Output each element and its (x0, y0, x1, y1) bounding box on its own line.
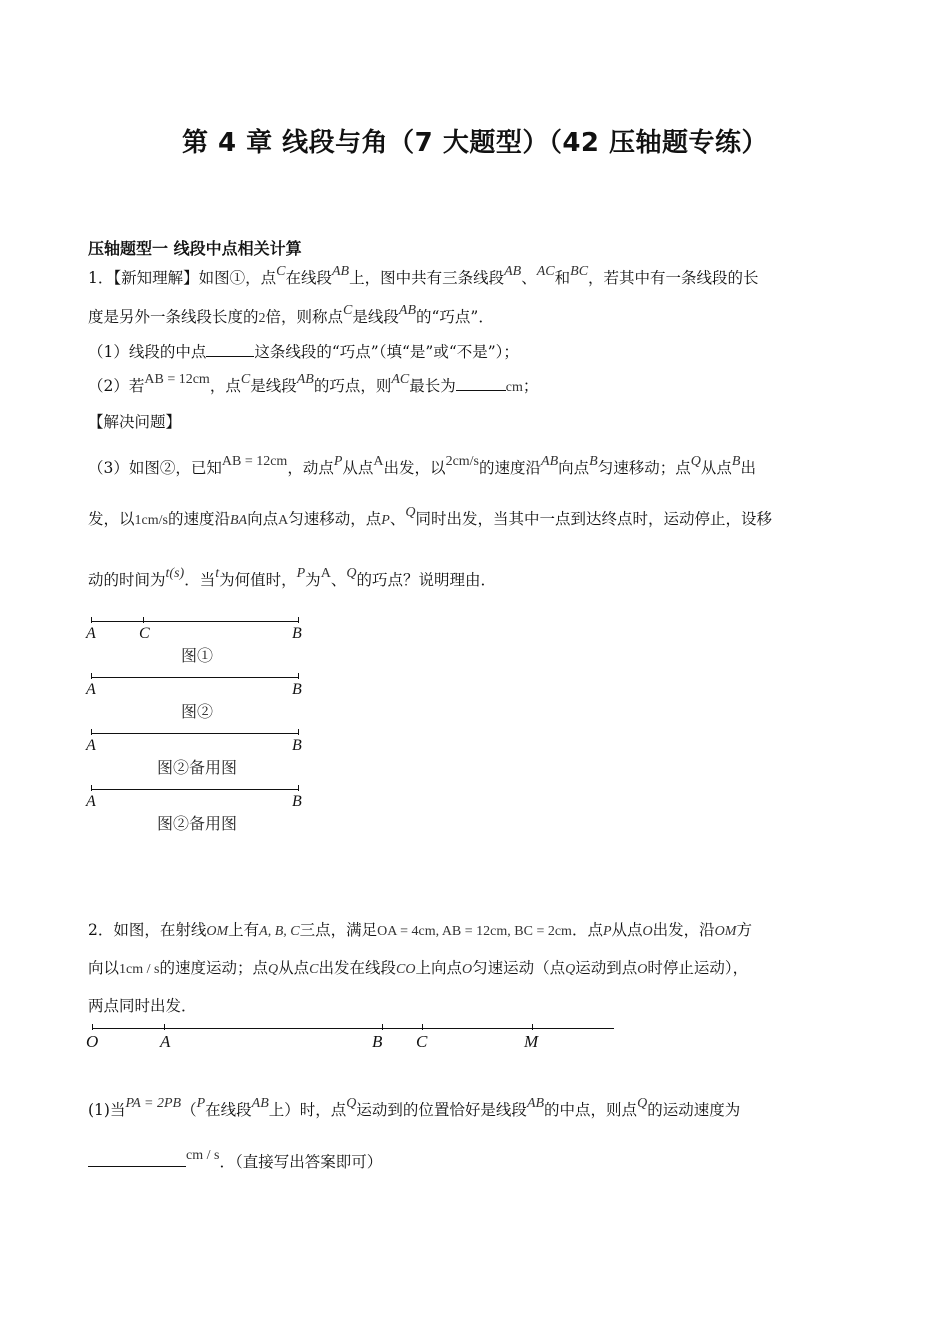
unit-cm: cm (505, 380, 523, 395)
point-label-m: M (524, 1032, 539, 1051)
q1-text: （1）线段的中点 (88, 343, 207, 361)
q1-text: 1．【新知理解】如图①，点 (88, 269, 277, 287)
q1-text: 的巧点，则 (313, 377, 392, 395)
math-q: Q (267, 962, 279, 977)
math-om: OM (714, 924, 737, 939)
math-o: O (642, 924, 653, 939)
q1-text: 的巧点？说明理由． (356, 571, 496, 589)
q1-text: 上，图中共有三条线段 (349, 269, 505, 287)
q2-text: ．（直接写出答案即可） (219, 1153, 383, 1171)
point-label-b: B (292, 625, 302, 642)
math-c: C (309, 962, 319, 977)
q2-sub1-answer (88, 1148, 868, 1174)
q2-text: 运动到点 (575, 959, 638, 977)
q1-part3-line3 (88, 566, 868, 592)
q1-text: 发，以 (88, 510, 135, 528)
tick-mark (532, 1024, 533, 1030)
point-label-c: C (416, 1032, 428, 1051)
q1-text: 、 (330, 571, 347, 589)
q2-text: 上）时，点 (268, 1101, 347, 1119)
point-label-b: B (292, 681, 302, 698)
math-p: P (333, 454, 343, 469)
q2-text: 上向点 (415, 959, 462, 977)
point-label-a: A (86, 793, 96, 810)
math-ab: AB (541, 454, 559, 469)
point-label-o: O (86, 1032, 99, 1051)
q1-text: 和 (554, 269, 571, 287)
math-ba: BA (229, 513, 248, 528)
math-c: C (343, 303, 353, 318)
q2-line-2 (88, 958, 868, 980)
q2-text: 上有 (228, 921, 260, 939)
q1-text: 是线段 (250, 377, 297, 395)
q1-text: 同时出发，当其中一点到达终点时，运动停止，设移 (415, 510, 772, 528)
tick-mark (92, 1024, 93, 1030)
q1-text: （2）若 (88, 377, 145, 395)
q2-text: 在线段 (205, 1101, 252, 1119)
q1-text: 的“巧点”． (416, 308, 494, 326)
tick-mark (298, 785, 299, 791)
tick-mark (422, 1024, 423, 1030)
figure-caption: 图② (180, 702, 213, 721)
section-heading: 压轴题型一 线段中点相关计算 (88, 239, 302, 258)
math-eq: AB = 12cm (221, 454, 288, 469)
math-eq: AB = 12cm (144, 372, 210, 387)
figure-2-spare-1 (86, 725, 316, 775)
figure-caption: 图②备用图 (156, 814, 237, 833)
math-speed: 2cm/s (445, 454, 480, 469)
q1-text: 出发，以 (383, 459, 446, 477)
math-abc: A, B, C (259, 924, 300, 939)
math-ab: AB (296, 372, 314, 387)
math-p: P (381, 513, 390, 528)
q1-line-1 (88, 264, 868, 290)
q2-sub1 (88, 1096, 868, 1122)
math-eqs: OA = 4cm, AB = 12cm, BC = 2cm (377, 924, 572, 939)
math-q: Q (346, 566, 357, 581)
point-label-a: A (86, 625, 96, 642)
q2-text: (1)当 (88, 1101, 126, 1119)
q1-line-2 (88, 303, 868, 329)
q2-text: 方 (736, 921, 752, 939)
math-t: t (215, 566, 220, 581)
tick-mark (298, 673, 299, 679)
math-ts: t(s) (165, 566, 185, 581)
q2-text: 2．如图，在射线 (88, 921, 207, 939)
math-a: A (278, 513, 289, 528)
q2-text: 出发在线段 (318, 959, 396, 977)
tick-mark (298, 617, 299, 623)
q1-text: 匀速移动，点 (288, 510, 382, 528)
q1-text: 为 (305, 571, 321, 589)
point-label-b: B (292, 793, 302, 810)
math-q: Q (690, 454, 701, 469)
math-eq: PA = 2PB (125, 1096, 182, 1111)
math-speed: 1cm/s (134, 513, 168, 528)
math-a: A (320, 566, 331, 581)
figure-caption: 图① (180, 646, 213, 665)
q1-text: 从点 (700, 459, 732, 477)
math-co: CO (395, 962, 416, 977)
math-ab: AB (504, 264, 522, 279)
point-label-a: A (160, 1032, 171, 1051)
math-ac: AC (391, 372, 410, 387)
q2-text: 匀速运动（点 (472, 959, 566, 977)
q1-text: ； (522, 377, 539, 395)
math-p: P (602, 924, 612, 939)
q1-text: 、 (521, 269, 537, 287)
point-label-a: A (86, 681, 96, 698)
answer-blank[interactable] (456, 376, 506, 391)
math-q: Q (405, 505, 416, 520)
figure-1 (86, 613, 316, 663)
math-c: C (276, 264, 286, 279)
q1-text: 匀速移动；点 (597, 459, 691, 477)
math-q: Q (565, 962, 576, 977)
q1-part3-line1 (88, 454, 868, 480)
q1-part2 (88, 372, 868, 398)
math-ab: AB (251, 1096, 269, 1111)
q2-text: 的速度运动；点 (159, 959, 268, 977)
point-label-a: A (86, 737, 96, 754)
tick-mark (298, 729, 299, 735)
tick-mark (143, 617, 144, 623)
q1-text: 度是另外一条线段长度的 (88, 308, 259, 326)
q2-text: 时停止运动）， (647, 959, 749, 977)
solve-heading: 【解决问题】 (88, 413, 182, 431)
tick-mark (91, 729, 92, 735)
math-o: O (637, 962, 648, 977)
q1-text: 向点 (247, 510, 279, 528)
q1-part3-line2 (88, 505, 868, 531)
q2-line-1 (88, 920, 868, 942)
unit-speed: cm / s (186, 1148, 220, 1163)
math-ab: AB (398, 303, 416, 318)
tick-mark (91, 617, 92, 623)
q2-text: 运动到的位置恰好是线段 (356, 1101, 527, 1119)
point-label-b: B (372, 1032, 383, 1051)
segment-line (91, 733, 298, 734)
q2-text: 的运动速度为 (647, 1101, 741, 1119)
q2-text: （ (181, 1101, 197, 1119)
q1-text: 在线段 (285, 269, 332, 287)
tick-mark (91, 673, 92, 679)
q1-text: 倍，则称点 (265, 308, 344, 326)
answer-blank[interactable] (88, 1152, 186, 1167)
tick-mark (164, 1024, 165, 1030)
figure-caption: 图②备用图 (156, 758, 237, 777)
math-p: P (296, 566, 306, 581)
math-q: Q (637, 1096, 648, 1111)
math-bc: BC (570, 264, 589, 279)
q1-text: 动的时间为 (88, 571, 166, 589)
segment-line (91, 677, 298, 678)
q1-text: 为何值时， (219, 571, 297, 589)
ray-line (92, 1028, 614, 1029)
ray-diagram (86, 1024, 626, 1064)
math-o: O (461, 962, 473, 977)
math-p: P (196, 1096, 206, 1111)
math-two: 2 (258, 311, 266, 326)
math-b: B (731, 454, 741, 469)
segment-line (91, 621, 298, 622)
q2-text: ．点 (571, 921, 603, 939)
q1-text: 的速度沿 (479, 459, 542, 477)
q1-text: 、 (389, 510, 406, 528)
math-speed: 1cm / s (119, 962, 160, 977)
q2-text: 从点 (611, 921, 643, 939)
q2-text: 出发，沿 (652, 921, 715, 939)
q1-text: 出 (740, 459, 756, 477)
q1-text: ，动点 (287, 459, 334, 477)
math-q: Q (346, 1096, 357, 1111)
q1-text: 的速度沿 (167, 510, 230, 528)
q1-text: ．当 (184, 571, 216, 589)
q1-text: （3）如图②，已知 (88, 459, 222, 477)
segment-line (91, 789, 298, 790)
math-b: B (589, 454, 598, 469)
math-ab: AB (331, 264, 350, 279)
q2-text: 的中点，则点 (544, 1101, 638, 1119)
math-ab: AB (526, 1096, 545, 1111)
q1-part1 (88, 342, 868, 362)
figure-2 (86, 669, 316, 719)
point-label-c: C (139, 625, 150, 642)
q1-text: ，点 (209, 377, 241, 395)
q2-line-3: 两点同时出发． (88, 997, 197, 1015)
q1-text: 从点 (342, 459, 374, 477)
math-ac: AC (536, 264, 555, 279)
q2-text: 三点，满足 (299, 921, 378, 939)
figure-2-spare-2 (86, 781, 316, 831)
math-om: OM (206, 924, 229, 939)
answer-blank[interactable] (206, 342, 254, 357)
q1-text: 最长为 (409, 377, 456, 395)
math-c: C (240, 372, 251, 387)
q1-text: 这条线段的“巧点”（填“是”或“不是”）； (254, 343, 519, 361)
page-title: 第 4 章 线段与角（7 大题型）（42 压轴题专练） (181, 128, 769, 158)
q1-text: 向点 (558, 459, 590, 477)
q1-text: ，若其中有一条线段的长 (588, 269, 759, 287)
q1-text: 是线段 (352, 308, 399, 326)
q2-text: 向以 (88, 959, 120, 977)
tick-mark (382, 1024, 383, 1030)
math-a: A (373, 454, 384, 469)
q2-text: 从点 (278, 959, 310, 977)
tick-mark (91, 785, 92, 791)
point-label-b: B (292, 737, 302, 754)
